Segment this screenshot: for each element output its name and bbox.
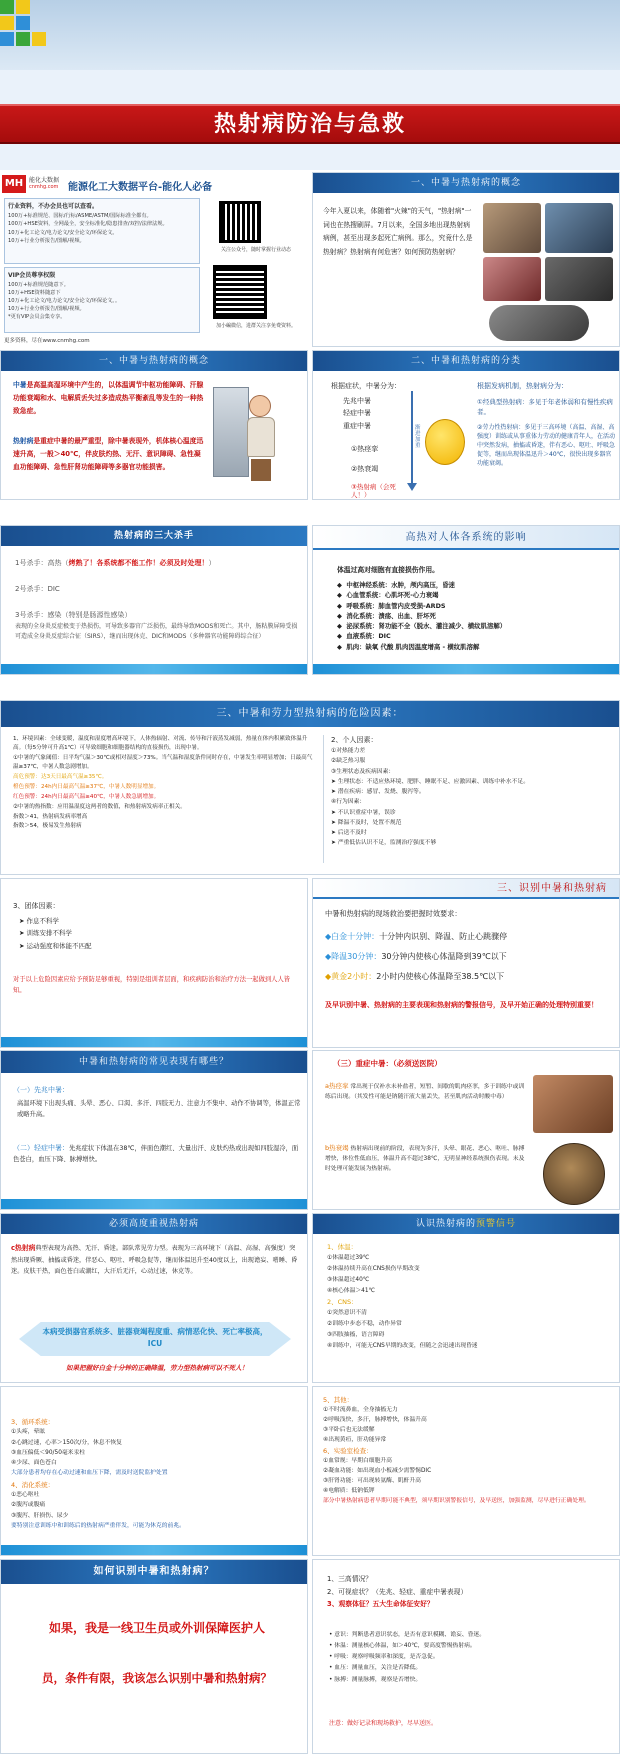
arrow-label: 渐进加重 xyxy=(415,425,421,450)
effects-item: ◆ 泌尿系统：肾功能不全（脱水、灌注减少、横纹肌溶解） xyxy=(337,622,507,630)
sign-item: ④少尿、面色苍白 xyxy=(11,1460,57,1467)
banner-block xyxy=(0,32,14,46)
banner-block xyxy=(16,32,30,46)
slide-footer-wave xyxy=(1,1545,307,1555)
slide-title: 一、中暑与热射病的概念 xyxy=(313,173,619,193)
callout-text: 本病受损器官系统多、脏器衰竭程度重、病情恶化快、死亡率极高，ICU xyxy=(42,1327,268,1348)
warning-list xyxy=(327,1242,615,1353)
personal-factors-title: 2、个人因素： xyxy=(331,736,378,744)
promo-box2-item: 10万+化工论文/电力论文/安全论文/环保论文。。 xyxy=(8,298,121,305)
effects-item: ◆ 肌肉：缺氧 代酸 肌肉因温度增高 - 横纹肌溶解 xyxy=(337,642,480,651)
killer-1-label: 1号杀手：高热（ xyxy=(15,559,69,567)
slide-severe xyxy=(312,1050,620,1210)
risk-text: 1、环境因素：全球变暖，温度和湿度增高环境下，人体热辐射、对流、传导和汗液蒸发减弱，热量在体内积累致体温升高。（每5分钟可升高1℃）可导致细胞和细胞器结构的直接损伤，出现中暑。 xyxy=(13,736,308,751)
term-heat-stroke: 热射病 xyxy=(13,437,34,445)
identify-note: 注意：做好记录和现场救护，尽早送医。 xyxy=(329,1720,438,1727)
timing-note: 及早识别中暑、热射病的主要表现和热射病的警报信号，及早开始正确的处理特别重要！ xyxy=(325,1001,598,1009)
banner-sky xyxy=(0,0,620,70)
divider xyxy=(323,735,324,863)
slide-title: 一、中暑与热射病的概念 xyxy=(1,351,307,371)
sign-item: ④出现黄疸，肝功能异常 xyxy=(323,1437,387,1444)
slide-identify-steps xyxy=(312,1559,620,1754)
sign-item: ①血常规：早期白细胞升高 xyxy=(323,1458,392,1465)
group-factor: ➤ 作息不科学 xyxy=(19,917,60,925)
promo-slide xyxy=(0,172,308,347)
heatstroke-definition-1 xyxy=(13,379,207,418)
sign-item: ②凝血功能：如出现血小板减少需警惕DIC xyxy=(323,1468,432,1475)
slide-title: 认识热射病的预警信号 xyxy=(313,1214,619,1234)
photo-thumbnail xyxy=(545,257,613,301)
slide-title: 二、中暑和热射病的分类 xyxy=(313,351,619,371)
sign-item: ④电解质：低钠低钾 xyxy=(323,1488,375,1495)
vital-check: • 血压：测量血压，关注是否降低。 xyxy=(329,1665,422,1672)
risk-text: ①中暑的气象阈值：日平均气温＞30℃或相对湿度＞73%。当气温和湿度条件同时存在，中暑发生率明显增加；日最高气温≥37℃，中暑人数急剧增加。 xyxy=(13,754,313,770)
step-item: 2、可视症状？（先兆、轻症、重症中暑表现） xyxy=(327,1587,468,1596)
arrow-down-icon xyxy=(407,483,417,491)
vital-check: • 脉搏：测量脉搏，观察是否增快。 xyxy=(329,1676,422,1683)
killer-3-detail: 表现的全身炎反症极变于热损伤，可导致多器官广泛损伤，最终导致MODS和死亡。其中，肠粘膜屏障受损可造成全身炎反症综合征（SIRS），继而出现休克、DIC和MODS（多种器官功能障碍综合征） xyxy=(15,623,298,640)
slide-identify xyxy=(312,878,620,1048)
photo-thumbnail xyxy=(483,257,541,301)
system-heading: 3、循环系统： xyxy=(11,1418,55,1426)
heatstroke-description: c热射病典型表现为高热、无汗、昏迷。部队常见劳力型。表现为三高环境下（高温、高湿、高强度）突然出现昏厥、抽搐或昏迷，伴恶心、呕吐、呼吸急促等，继而体温迅升至40度以上，出现谵妄、嗜睡、昏迷。皮肤干热，面色苍白或潮红，大汗后无汗，心动过速，休克等。 xyxy=(11,1244,298,1276)
page-title: 热射病防治与急救 xyxy=(213,111,406,137)
vital-checks xyxy=(329,1630,615,1686)
slide-group-factors xyxy=(0,878,308,1048)
photo-thumbnail xyxy=(483,203,541,253)
qr-code-icon xyxy=(222,204,258,240)
promo-title: 能源化工大数据平台-能化人必备 xyxy=(68,182,213,193)
person-body-illustration xyxy=(247,417,275,457)
promo-box1-item: 100万+标准规范、国标/行标/ASME/ASTM/国际标准全都有。 xyxy=(8,213,152,219)
warning-red: 红色预警：24h内日最高气温≥40℃，中暑人数急剧增加。 xyxy=(13,793,160,800)
vital-check: • 呼吸：观察呼吸频率和深度，是否急促。 xyxy=(329,1654,439,1661)
warning-item: ①突然意识不清 xyxy=(327,1310,367,1317)
chair-illustration xyxy=(251,459,271,481)
classification-left-title: 根据症状，中暑分为： xyxy=(331,382,401,390)
warning-item: ②训练中步态不稳，动作异常 xyxy=(327,1321,402,1328)
group-factors-list xyxy=(19,915,92,952)
warning-item: ③四肢抽搐，语言障碍 xyxy=(327,1332,385,1339)
promo-box-vip xyxy=(4,267,200,333)
qr1-caption: 关注公众号，随时掌握行业动态 xyxy=(220,247,291,253)
slide-title: 热射病的三大杀手 xyxy=(1,526,307,546)
banner-block xyxy=(32,32,46,46)
steps-list xyxy=(327,1574,617,1612)
sign-item: ③肝肾功能：可出现转氨酶、肌酐升高 xyxy=(323,1478,421,1485)
effects-list xyxy=(337,580,617,652)
banner-block xyxy=(0,16,14,30)
effects-item: ◆ 呼吸系统：肺血管内皮受损-ARDS xyxy=(337,601,446,610)
warning-heading: 1、体温： xyxy=(327,1243,358,1251)
effects-item: ◆ 中枢神经系统：水肿，颅内高压，昏迷 xyxy=(337,581,456,589)
slide-footer-wave xyxy=(1,1199,307,1209)
warning-item: ③体温超过40℃ xyxy=(327,1276,370,1283)
sign-item: ②心跳过速，心率＞150次/分，休息不恢复 xyxy=(11,1439,122,1446)
qr-code-icon xyxy=(216,268,264,316)
prodromal-title: （一）先兆中暑： xyxy=(13,1086,69,1094)
slide-title: 三、识别中暑和热射病 xyxy=(313,879,619,899)
definition-text: 是高温高湿环境中产生的，以体温调节中枢功能障碍、汗腺功能衰竭和水、电解质丢失过多造成热平衡紊乱等发生的一种热致急症。 xyxy=(13,381,204,415)
banner-block xyxy=(16,0,30,14)
slide-footer-wave xyxy=(313,664,619,674)
promo-box2-item: 100万+标准规范随意下。 xyxy=(8,282,69,288)
slide-title: 如何识别中暑和热射病？ xyxy=(1,1560,307,1584)
slide-risk-factors xyxy=(0,700,620,875)
class-item: ②热衰竭 xyxy=(351,465,379,474)
brand-url: cnmhg.com xyxy=(29,184,59,190)
sign-item: ②呼吸浅快，多汗，脉搏增快，体温升高 xyxy=(323,1417,427,1424)
promo-box1-title: 行业资料，不办会员也可以查看。 xyxy=(8,203,99,210)
group-factor: ➤ 训练安排不科学 xyxy=(19,929,73,938)
bottom-emphasis: 如果把握好白金十分钟的正确降温，劳力型热射病可以不死人！ xyxy=(66,1364,248,1372)
classical-heatstroke: ①经典型热射病：多见于年老体弱和有慢性疾病者。 xyxy=(477,398,613,417)
promo-box1-list xyxy=(8,212,196,245)
risk-text: ➤ 严重低估认识不足，监测治疗强度不够 xyxy=(331,840,437,847)
group-factors-title: 3、团体因素： xyxy=(13,902,60,910)
emoji-face-icon xyxy=(425,419,465,465)
risk-text: ➤ 不认识重症中暑，误诊 xyxy=(331,809,396,816)
promo-box2-title: VIP会员尊享权限 xyxy=(8,272,56,279)
refrigerator-illustration xyxy=(213,387,249,477)
banner-block xyxy=(16,16,30,30)
promo-box2-item: *更有VIP会员会集专享。 xyxy=(8,314,66,321)
brand-logo-icon: MH xyxy=(2,175,26,193)
promo-box2-item: 10万+行业分析报告/图解/视频。 xyxy=(8,306,85,313)
warning-heading: 2、CNS： xyxy=(327,1298,358,1307)
promo-box1-item: 100万+HSE资料，全网最全，安全标准化/隐患排查/双控/法律法规。 xyxy=(8,221,168,228)
effects-intro: 体温过高对细胞有直接损伤作用。 xyxy=(337,566,439,574)
risk-text: ➤ 潜在疾病：感冒、发烧、腹泻等。 xyxy=(331,789,425,796)
heatstroke-definition-2 xyxy=(13,435,207,474)
promo-box2-item: 10万+HSE资料随意下 xyxy=(8,290,61,297)
sign-item: ③腹泻、肝损伤、尿少 xyxy=(11,1512,69,1519)
sign-note: 要特别注意训练中和训练后的热射病严重伴发，可能为休克的前兆。 xyxy=(11,1522,185,1529)
sign-note: 大部分患者均存在心动过速和血压下降，需及时送院监护处置 xyxy=(11,1470,168,1477)
promo-box2-list xyxy=(8,281,196,321)
qr2-caption: 加小編微信，进群关注享免费资料。 xyxy=(215,323,296,329)
warning-item: ①体温超过39℃ xyxy=(327,1255,370,1262)
exertional-heatstroke: ②劳力性热射病：多见于三高环境（高温、高湿、高强度）训练或从事重体力劳动的健康青年人，在活动中突然发病，抽搐或昏迷，伴有恶心、呕吐、呼吸急促等，继而出现体温迅升＞40℃，很快出现多器官功能衰竭。 xyxy=(477,424,616,467)
banner-slide xyxy=(0,0,620,170)
step-item: 1、三高情况？ xyxy=(327,1575,373,1583)
classification-list xyxy=(343,395,371,432)
risk-text: ②中暑的热指数：应用温湿度这两者的数值，和热射病发病率正相关。 xyxy=(13,803,186,810)
warning-item: ②体温持续升高在CNS损伤早期改变 xyxy=(327,1265,420,1272)
slide-warning-signs xyxy=(312,1213,620,1383)
slide-title: 必须高度重视热射病 xyxy=(1,1214,307,1234)
question-line-1: 如果，我是一线卫生员或外训保障医护人 xyxy=(48,1621,265,1635)
banner-block xyxy=(0,0,14,14)
timing-platinum: ◆白金十分钟：十分钟内识别、降温、防止心跳骤停 xyxy=(325,932,508,941)
killer-1 xyxy=(15,558,305,568)
cramp-photo xyxy=(533,1075,613,1133)
sign-item: ③平卧后也无法缓解 xyxy=(323,1427,375,1434)
promo-footer: 更多资料，尽在www.cnmhg.com xyxy=(4,338,90,344)
prodromal-text: 高温环境下出现头痛、头晕、恶心、口渴、多汗、四肢无力、注意力不集中、动作不协调等，体温正常或略升高。 xyxy=(17,1100,301,1118)
effects-item: ◆ 血液系统：DIC xyxy=(337,632,391,641)
circulation-list xyxy=(11,1417,301,1532)
slide-classification xyxy=(312,350,620,500)
risk-text: 指数＞41，热射病发病率增高 xyxy=(13,813,88,820)
effects-item: ◆ 消化系统：溃疡、出血、肝坏死 xyxy=(337,611,436,620)
brand-name: 能化大数据 xyxy=(29,177,60,184)
progression-arrow xyxy=(411,391,413,485)
slide-concept-definitions xyxy=(0,350,308,500)
sign-item: ①恶心呕吐 xyxy=(11,1492,40,1499)
system-heading: 6、实验室检查： xyxy=(323,1447,373,1455)
term-heatstroke: 中暑 xyxy=(13,381,27,389)
risk-text: ③生理状态及疾病因素： xyxy=(331,768,395,775)
timing-cooling: ◆降温30分钟：30分钟内使核心体温降到39℃以下 xyxy=(325,952,507,961)
warning-item: ④核心体温＞41℃ xyxy=(327,1287,376,1294)
class-item-heatstroke: ③热射病（会死人！） xyxy=(351,483,396,500)
intro-text: 今年入夏以来，体随着"火辣"的天气，"热射病"一词也在热搜刷屏。7月以来，全国多地出现热射病病例，甚至出现多起死亡病例。那么，究竟什么是热射病？热射病有何危害？如何预防热射病？ xyxy=(323,207,473,256)
system-heading: 4、消化系统： xyxy=(11,1480,55,1489)
personal-factors xyxy=(331,747,616,850)
vital-check: • 意识：判断患者意识状态，是否有意识模糊、谵妄、昏迷。 xyxy=(329,1632,485,1638)
warning-blue: 高危预警：达3天日最高气温≥35℃。 xyxy=(13,773,108,780)
effects-item: ◆ 心血管系统：心肌坏死-心力衰竭 xyxy=(337,591,439,600)
promo-box1-item: 10万+化工论文/电力论文/安全论文/环保论文。 xyxy=(8,229,118,236)
other-list xyxy=(323,1395,613,1507)
classification-right-title: 根据发病机制，热射病分为： xyxy=(477,382,568,390)
slide-title: 中暑和热射病的常见表现有哪些？ xyxy=(1,1051,307,1073)
killer-3: 3号杀手：感染（特别是肠源性感染） xyxy=(15,611,132,619)
class-item: 重症中暑 xyxy=(343,421,371,430)
heat-exhaustion: b热衰竭 热射病出现前的阶段，表现为多汗，头晕、眼花、恶心、呕吐、脉搏增快，体位性低血压，体温升高不超过38℃，无明显神经系统损伤表现。未及时处理可能发展为热射病。 xyxy=(325,1144,525,1172)
sign-item: ③血压偏低＜90/50毫米汞柱 xyxy=(11,1449,86,1456)
slide-signs-circulation xyxy=(0,1386,308,1556)
promo-box1-item: 10万+行业分析报告/图解/视频。 xyxy=(8,237,85,244)
group-factors-note: 对于以上危险因素应给予预防足够重视，特别是组训者层面，和疾病防治和治疗方法一起做到人人皆知。 xyxy=(13,976,291,994)
system-heading: 5、其他： xyxy=(323,1396,354,1404)
killer-1-emphasis: 烤熟了！各系统都不能工作！必须及时处理！ xyxy=(68,559,209,567)
class-item: 先兆中暑 xyxy=(343,397,371,405)
photo-thumbnail xyxy=(545,203,613,253)
warning-item: ④训练中，可能无CNS早期的改变，但随之会迅速出现昏迷 xyxy=(327,1343,478,1349)
risk-text: ➤ 降温不及时，处置不规范 xyxy=(331,819,402,826)
risk-text: ➤ 生理状态：不适应热环境、肥胖、睡眠不足、应激因素、训练中补水不足。 xyxy=(331,778,529,785)
slide-title: 三、中暑和劳力型热射病的危险因素： xyxy=(1,701,619,727)
person-head-illustration xyxy=(249,395,271,417)
sign-note: 部分中暑热射病患者早期可能不典型，须早期识别警报信号，及早送医，加强监测，尽早进行正确处理。 xyxy=(323,1498,590,1504)
risk-text: ①对热能力差 xyxy=(331,748,366,754)
severe-title: （三）重症中暑：（必须送医院） xyxy=(333,1059,442,1068)
soldier-cartoon-icon xyxy=(543,1143,605,1205)
step-item: 3、观察体征？五大生命体征安好？ xyxy=(327,1600,434,1609)
slide-system-effects xyxy=(312,525,620,675)
slide-signs-other xyxy=(312,1386,620,1556)
slide-manifestations xyxy=(0,1050,308,1210)
slide-how-to-identify xyxy=(0,1559,308,1754)
slide-footer-wave xyxy=(1,1037,307,1047)
question-line-2: 员，条件有限，我该怎么识别中暑和热射病？ xyxy=(42,1671,272,1685)
killer-2: 2号杀手：DIC xyxy=(15,585,60,593)
group-factor: ➤ 运动强度和体能不匹配 xyxy=(19,941,92,950)
risk-text: ②缺乏热习服 xyxy=(331,758,366,765)
timing-heading: 中暑和热射病的现场救治要把握时效要求： xyxy=(325,909,462,918)
class-item: 轻症中暑 xyxy=(343,409,371,418)
sign-item: ①头疼，晕眩 xyxy=(11,1429,46,1436)
heat-cramps: a热痉挛 常出现于仅补水未补盐者，短暂、间歇的肌肉痉挛，多于训练中或训练后出现。（其发性可能是钠随汗液大量丢失，甚至肌肉活动时酸中毒） xyxy=(325,1082,525,1100)
risk-text: ➤ 后送不及时 xyxy=(331,830,367,837)
promo-box-industry xyxy=(4,198,200,264)
sign-item: ②腹泻或腹痛 xyxy=(11,1502,46,1509)
environment-factors xyxy=(13,735,313,832)
risk-text: ④行为因素： xyxy=(331,799,366,806)
slide-concept-intro xyxy=(312,172,620,347)
killer-1-end: ） xyxy=(208,559,216,567)
slide-title: 高热对人体各系统的影响 xyxy=(313,526,619,550)
slide-heatstroke-emphasis xyxy=(0,1213,308,1383)
class-item: ①热痉挛 xyxy=(351,445,379,453)
warning-orange: 橙色预警：24h内日最高气温≥37℃，中暑人数明显增加。 xyxy=(13,783,160,790)
severe-subtypes xyxy=(351,439,378,480)
timing-golden: ◆黄金2小时：2小时内使核心体温降至38.5℃以下 xyxy=(325,972,505,981)
sign-item: ①不时流鼻血，全身抽搐无力 xyxy=(323,1407,398,1414)
risk-text: 指数＞54，极易发生热射病 xyxy=(13,823,82,830)
mild-heatstroke: （二）轻症中暑：先兆症状下体温在38℃，伴面色潮红、大量出汗、皮肤灼热或出现如四肢湿冷，面色苍白，血压下降、脉搏增快。 xyxy=(13,1144,299,1163)
slide-three-killers xyxy=(0,525,308,675)
definition-text: 是重症中暑的最严重型，除中暑表现外，机体核心温度迅速升高，一般＞40℃，伴皮肤灼热、无汗、意识障碍、急性凝血功能障碍、急性肝肾功能障碍等多器官功能损害。 xyxy=(13,437,204,471)
vital-check: • 体温：测量核心体温，如＞40℃，要高度警惕热射病。 xyxy=(329,1643,476,1650)
photo-thumbnail xyxy=(489,305,589,341)
slide-footer-wave xyxy=(1,664,307,674)
